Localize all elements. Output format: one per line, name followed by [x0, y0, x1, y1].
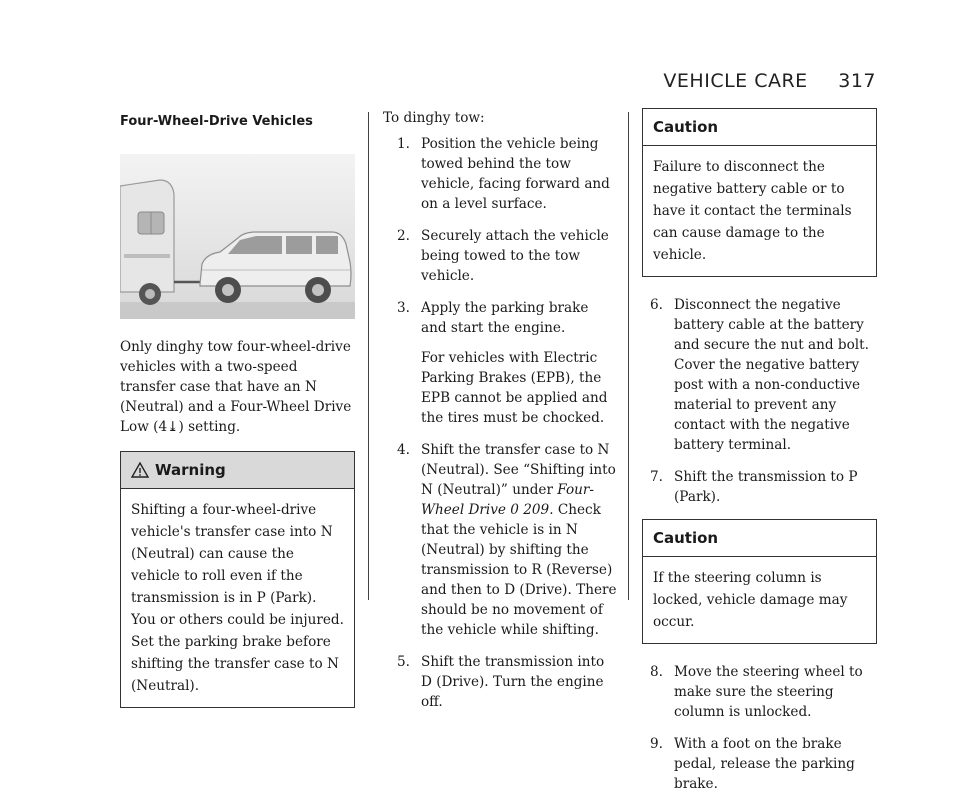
- list-item: 8. Move the steering wheel to make sure the steering column is unlocked.: [650, 664, 863, 720]
- list-item: 1. Position the vehicle being towed behind the tow vehicle, facing forward and on a level surface.: [397, 136, 610, 212]
- column-1: [120, 108, 355, 726]
- warning-header: [121, 452, 354, 489]
- epb-note: For vehicles with Electric Parking Brakes (EPB), the EPB cannot be applied and the tires must be chocked.: [421, 350, 608, 426]
- cross-reference-link[interactable]: Four-Wheel Drive: [421, 482, 594, 518]
- caution-body: If the steering column is locked, vehicle damage may occur.: [653, 570, 848, 630]
- section-subhead: Four-Wheel-Drive Vehicles: [120, 114, 313, 129]
- intro-paragraph: Only dinghy tow four-wheel-drive vehicles with a two-speed transfer case that have an N (Neutral) and a Four-Wheel Drive Low (4⤓) setting.: [120, 339, 352, 435]
- list-item: 7. Shift the transmission to P (Park).: [650, 469, 858, 505]
- column-3: [642, 108, 877, 806]
- four-low-arrow-icon: ⤓: [167, 419, 179, 435]
- page-header: [663, 70, 876, 92]
- warning-title: Warning: [155, 461, 226, 479]
- caution-header: Caution: [643, 109, 876, 146]
- page-reference[interactable]: 0 209: [505, 502, 550, 518]
- warning-triangle-icon: [131, 462, 149, 478]
- steps-intro: To dinghy tow:: [383, 110, 485, 126]
- caution-header: Caution: [643, 520, 876, 557]
- column-divider: [368, 112, 369, 600]
- list-item: 3. Apply the parking brake and start the engine. For vehicles with Electric Parking Brakes (EPB), the EPB cannot be applied and the tires must be chocked.: [397, 298, 618, 428]
- caution-body: Failure to disconnect the negative battery cable or to have it contact the terminals can cause damage to the vehicle.: [653, 159, 852, 263]
- list-item: 2. Securely attach the vehicle being towed to the tow vehicle.: [397, 228, 609, 284]
- steps-list: [397, 134, 618, 712]
- steps-list: [650, 295, 877, 507]
- list-item: 9. With a foot on the brake pedal, release the parking brake.: [650, 736, 855, 792]
- column-2: [383, 108, 618, 724]
- warning-body: Shifting a four-wheel-drive vehicle's transfer case into N (Neutral) can cause the vehicle to roll even if the transmission is in P (Park). You or others could be injured. Set the parking brake before shifting the transfer case to N (Neutral).: [131, 502, 344, 694]
- warning-box: [120, 451, 355, 708]
- section-title: VEHICLE CARE: [663, 70, 808, 92]
- list-item: 6. Disconnect the negative battery cable at the battery and secure the nut and bolt. Cover the negative battery post with a non-conductive material to prevent any contact with the negative battery terminal.: [650, 297, 869, 453]
- column-divider: [628, 112, 629, 600]
- dinghy-tow-illustration: [120, 154, 355, 319]
- page-number: 317: [838, 70, 876, 92]
- list-item: 4. Shift the transfer case to N (Neutral). See “Shifting into N (Neutral)” under Four-Wheel Drive 0 209. Check that the vehicle is in N (Neutral) by shifting the transmission to R (Reverse) and then to D (Drive). There should be no movement of the vehicle while shifting.: [397, 442, 617, 638]
- caution-box: [642, 108, 877, 277]
- caution-box: [642, 519, 877, 644]
- steps-list: [650, 662, 877, 794]
- list-item: 5. Shift the transmission into D (Drive). Turn the engine off.: [397, 654, 605, 710]
